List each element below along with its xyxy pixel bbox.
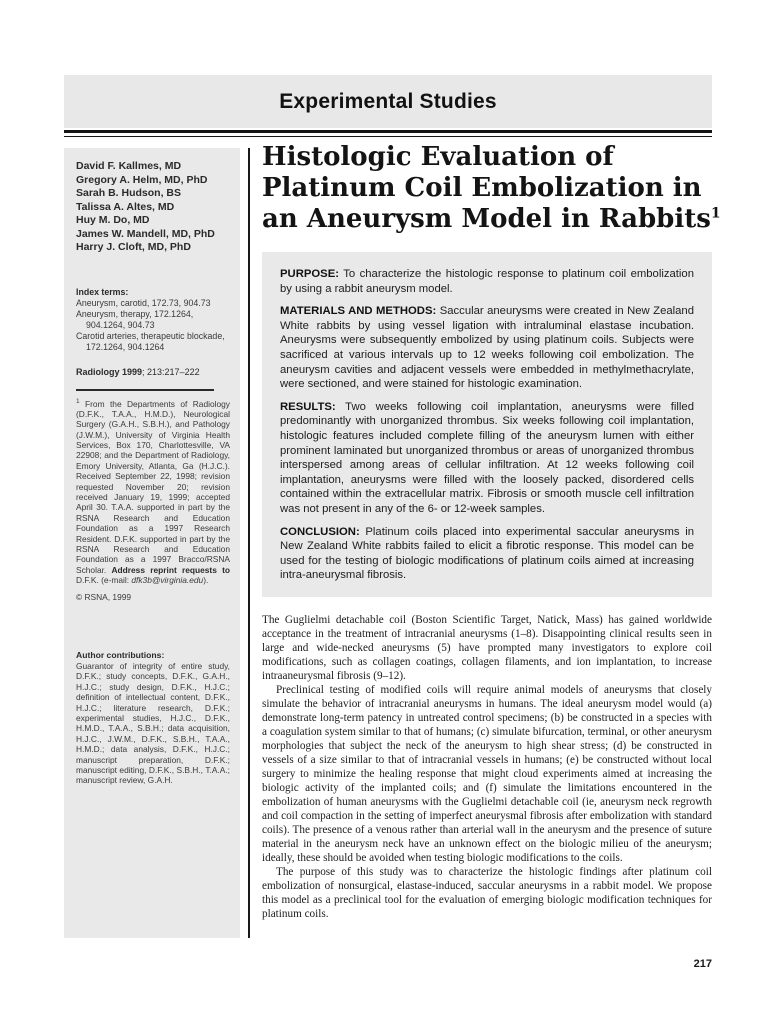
abstract-paragraph (280, 400, 694, 517)
banner-rule-thin (64, 136, 712, 137)
footnote-reprint-request: Address reprint requests to (111, 564, 230, 575)
author-info-panel (64, 148, 240, 938)
abstract-paragraph (280, 304, 694, 392)
abstract-section-text: Two weeks following coil implantation, aneurysms were filled predominantly with unorganized thrombus. Six weeks following coil implantation, histologic features included complete filling of the aneurysm lumen with either prominent laminated but unorganized thrombus or areas of unorganized thrombus interspersed among areas of cellular infiltration. At 12 weeks following coil implantation, aneurysms were filled with the loosely packed, disordered cells contained within the extracellular matrix. Fibrosis or smooth muscle cell infiltration was not present in any of the 6- or 12-week samples. (280, 400, 694, 515)
abstract-section-label: MATERIALS AND METHODS: (280, 305, 437, 318)
index-terms-block (76, 287, 230, 353)
author-name: Talissa A. Altes, MD (76, 200, 175, 213)
author-name: Gregory A. Helm, MD, PhD (76, 173, 208, 186)
article-title-footnote-marker: 1 (710, 205, 721, 222)
banner-rule-thick (64, 130, 712, 133)
article-title-line-3-text: an Aneurysm Model in Rabbits (262, 204, 711, 234)
author-name: Sarah B. Hudson, BS (76, 187, 182, 199)
body-paragraph: Preclinical testing of modified coils will require animal models of aneurysms that closely simulate the behavior of intracranial aneurysms in humans. The ideal aneurysm model would (a) demonstrate long-term patency in untreated control specimens; (b) be constructed in a species with a coagulation system similar to that of humans; (c) simulate bifurcation, terminal, or other aneurysm morphologies that subject the neck of the aneurysm to high shear stress; (d) be constructed in vessels of a size similar to that of intracranial vessels in humans; (e) be constructed without local surgery to minimize the healing response that might cloud experiments aimed at increasing the biologic activity of the implanted coils; and (f) simulate the limitations encountered in the embolization of human aneurysms with the Guglielmi detachable coil (ie, aneurysm neck regrowth and coil compaction in the setting of imperfect aneurysmal fibrosis after embolization with standard coils). The presence of a venous rather than arterial wall in the aneurysm and the presence of suture material in the aneurysm neck have an unknown effect on the biologic milieu of the aneurysm; ideally, these should be avoided when testing biologic modifications to the coils. (262, 683, 712, 864)
author-contributions-text: Guarantor of integrity of entire study, D.F.K.; study concepts, D.F.K., G.A.H., H.J.C.; study design, D.F.K., H.J.C.; definition of intellectual content, D.F.K., H.J.C.; literature research, D.F.K.; experimental studies, H.J.C., D.F.K., H.M.D., T.A.A., S.B.H.; data acquisition, H.J.C., J.W.M., D.F.K., S.B.H., T.A.A., H.M.D.; data analysis, D.F.K., H.J.C.; manuscript preparation, D.F.K.; manuscript editing, D.F.K., S.B.H., T.A.A.; manuscript review, G.A.H. (76, 661, 230, 786)
journal-citation-pages: ; 213:217–222 (142, 366, 200, 377)
column-divider (248, 148, 250, 938)
abstract-section-label: PURPOSE: (280, 268, 340, 280)
footnote-email: dfk3b@virginia.edu (131, 575, 204, 586)
section-banner (64, 75, 712, 128)
page-number: 217 (693, 958, 712, 970)
article-title-line-2: Platinum Coil Embolization in (262, 173, 702, 203)
abstract-section-text: Saccular aneurysms were created in New Zealand White rabbits by using vessel ligation with intraluminal elastase incubation. Aneurysms were subsequently embolized by using platinum coils. Subjects were sacrificed at various intervals up to 12 weeks following coil embolization. The aneurysm cavities and adjacent vessels were embedded in methylmethacrylate, were sectioned, and were stained for histologic examination. (280, 305, 694, 391)
author-name: James W. Mandell, MD, PhD (76, 227, 215, 240)
article-title-line-1: Histologic Evaluation of (262, 142, 614, 172)
journal-citation-name: Radiology 1999 (76, 366, 143, 377)
abstract-section-label: CONCLUSION: (280, 525, 360, 538)
author-contributions-block (76, 650, 230, 786)
article-title-line-3 (262, 204, 721, 235)
footnote-text-2: D.F.K. (e-mail: (76, 575, 132, 586)
journal-citation (76, 367, 230, 377)
article-body (262, 613, 712, 921)
abstract-paragraph (280, 525, 694, 583)
abstract-box (262, 252, 712, 597)
footnote-text: From the Departments of Radiology (D.F.K., T.A.A., H.M.D.), Neurological Surgery (G.A.H., S.B.H.), and Pathology (J.W.M.), University of Virginia Health Services, Box 170, Charlottesville, VA 22908; and the Department of Radiology, Emory University, Atlanta, Ga (H.J.C.). Received September 22, 1998; revision requested November 20; revision received January 19, 1999; accepted April 30. T.A.A. supported in part by the RSNA Research and Education Foundation as a 1997 Research Resident. D.F.K. supported in part by the RSNA Research and Education Foundation as a 1997 Bracco/RSNA Scholar. (76, 398, 230, 575)
abstract-section-text: Platinum coils placed into experimental saccular aneurysms in New Zealand White rabbits failed to elicit a fibrotic response. This model can be used for the testing of biologic modifications of platinum coils aimed at increasing intra-aneurysmal fibrosis. (280, 525, 694, 582)
index-term: Aneurysm, therapy, 172.1264, 904.1264, 904.73 (76, 308, 194, 330)
index-terms-label: Index terms: (76, 286, 129, 297)
abstract-section-label: RESULTS: (280, 400, 336, 413)
affiliation-footnote (76, 397, 230, 586)
footnote-rule (76, 389, 214, 391)
body-paragraph: The Guglielmi detachable coil (Boston Scientific Target, Natick, Mass) has gained worldwide acceptance in the treatment of intracranial aneurysms (1–8). Disappointing clinical results seen in large and wide-necked aneurysms (5) have prompted many investigators to explore coil modifications, such as collagen coatings, collagen filaments, and ion implantation, to increase intraaneurysmal fibrosis (9–12). (262, 613, 712, 682)
abstract-paragraph (280, 267, 694, 296)
copyright-line: © RSNA, 1999 (76, 591, 132, 602)
author-name: David F. Kallmes, MD (76, 160, 182, 172)
index-term: Carotid arteries, therapeutic blockade, 172.1264, 904.1264 (76, 330, 225, 352)
footnote-text-3: ). (203, 575, 209, 586)
author-contributions-label: Author contributions: (76, 650, 165, 661)
article-title (262, 142, 721, 235)
author-list (76, 160, 230, 255)
body-paragraph: The purpose of this study was to characterize the histologic findings after platinum coil embolization of nonsurgical, elastase-induced, saccular aneurysms in a rabbit model. We propose this model as a preclinical tool for the evaluation of emerging biologic modification techniques for platinum coils. (262, 865, 712, 920)
footnote-marker: 1 (76, 397, 80, 405)
author-name: Huy M. Do, MD (76, 214, 150, 226)
article-column (262, 142, 721, 921)
index-terms-list (76, 298, 230, 353)
author-name: Harry J. Cloft, MD, PhD (76, 241, 191, 253)
abstract-section-text: To characterize the histologic response to platinum coil embolization by using a rabbit aneurysm model. (280, 268, 694, 295)
section-banner-title: Experimental Studies (279, 89, 497, 113)
index-term: Aneurysm, carotid, 172.73, 904.73 (76, 297, 211, 308)
